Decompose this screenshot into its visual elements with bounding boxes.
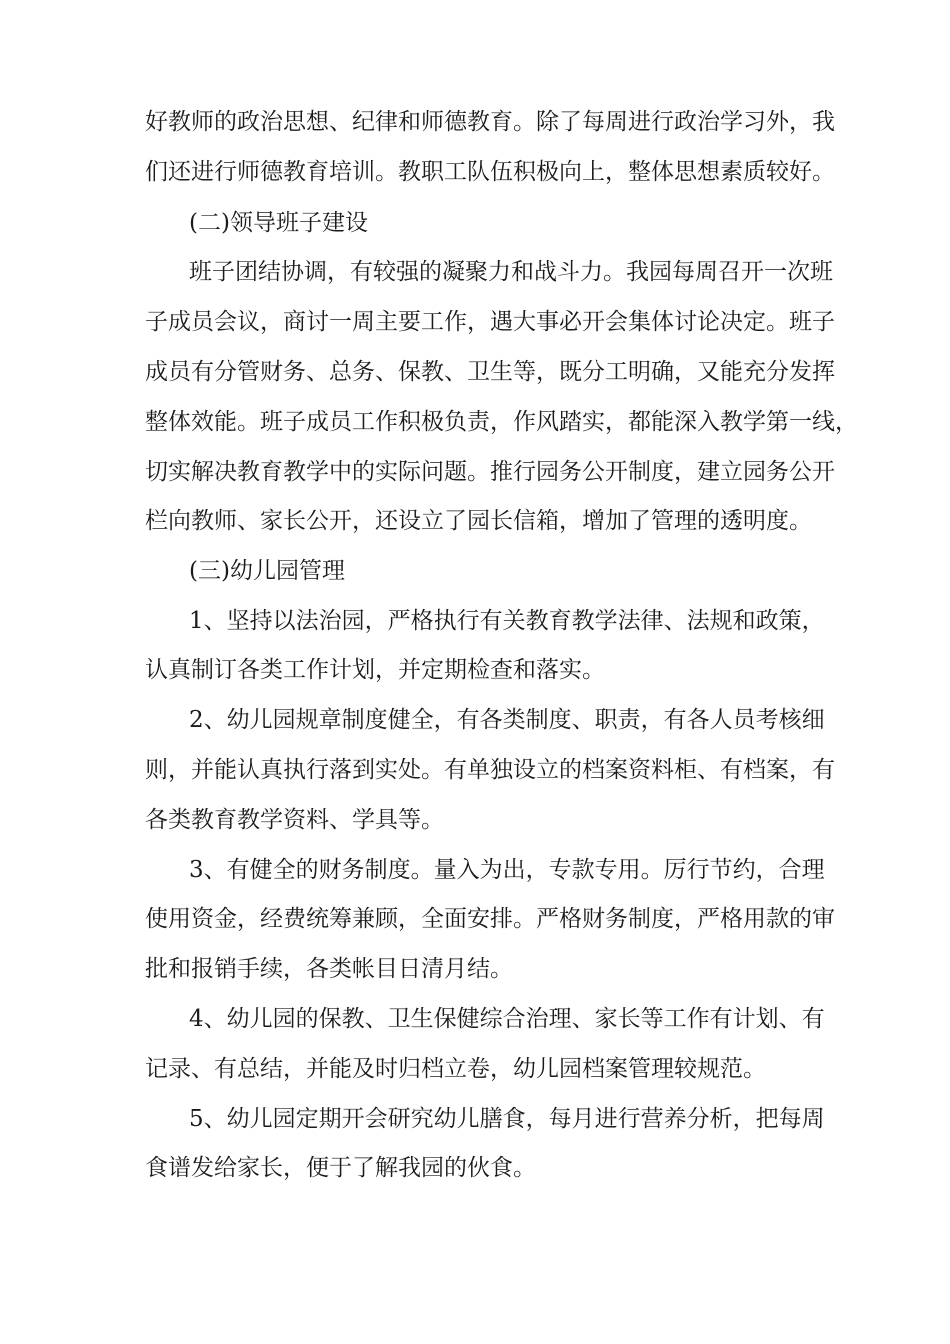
section-heading: (二)领导班子建设 <box>189 210 368 236</box>
list-item-text-line: 各类教育教学资料、学具等。 <box>145 807 444 833</box>
list-item-text-line: 使用资金，经费统筹兼顾，全面安排。严格财务制度，严格用款的审 <box>145 906 835 932</box>
body-text-line: 班子团结协调，有较强的凝聚力和战斗力。我园每周召开一次班 <box>189 259 833 285</box>
body-text-line: 子成员会议，商讨一周主要工作，遇大事必开会集体讨论决定。班子 <box>145 309 835 335</box>
body-text-line: 栏向教师、家长公开，还设立了园长信箱，增加了管理的透明度。 <box>145 508 812 534</box>
body-text-line: 成员有分管财务、总务、保教、卫生等，既分工明确，又能充分发挥 <box>145 359 835 385</box>
section-heading: (三)幼儿园管理 <box>189 558 345 584</box>
list-item-text-line: 2、幼儿园规章制度健全，有各类制度、职责，有各人员考核细 <box>189 707 825 733</box>
list-item-text-line: 1、坚持以法治园，严格执行有关教育教学法律、法规和政策， <box>189 608 825 634</box>
list-item-text-line: 3、有健全的财务制度。量入为出，专款专用。厉行节约，合理 <box>189 857 825 883</box>
list-item-text-line: 5、幼儿园定期开会研究幼儿膳食，每月进行营养分析，把每周 <box>189 1106 825 1132</box>
body-text-line: 整体效能。班子成员工作积极负责，作风踏实，都能深入教学第一线， <box>145 409 858 435</box>
body-text-line: 切实解决教育教学中的实际问题。推行园务公开制度，建立园务公开 <box>145 459 835 485</box>
list-item-text-line: 认真制订各类工作计划，并定期检查和落实。 <box>145 657 605 683</box>
list-item-text-line: 则，并能认真执行落到实处。有单独设立的档案资料柜、有档案，有 <box>145 757 835 783</box>
list-item-text-line: 食谱发给家长，便于了解我园的伙食。 <box>145 1155 536 1181</box>
body-text-line: 们还进行师德教育培训。教职工队伍积极向上，整体思想素质较好。 <box>145 159 835 185</box>
list-item-text-line: 批和报销手续，各类帐目日清月结。 <box>145 956 513 982</box>
list-item-text-line: 4、幼儿园的保教、卫生保健综合治理、家长等工作有计划、有 <box>189 1006 825 1032</box>
list-item-text-line: 记录、有总结，并能及时归档立卷，幼儿园档案管理较规范。 <box>145 1056 766 1082</box>
body-text-line: 好教师的政治思想、纪律和师德教育。除了每周进行政治学习外，我 <box>145 109 835 135</box>
